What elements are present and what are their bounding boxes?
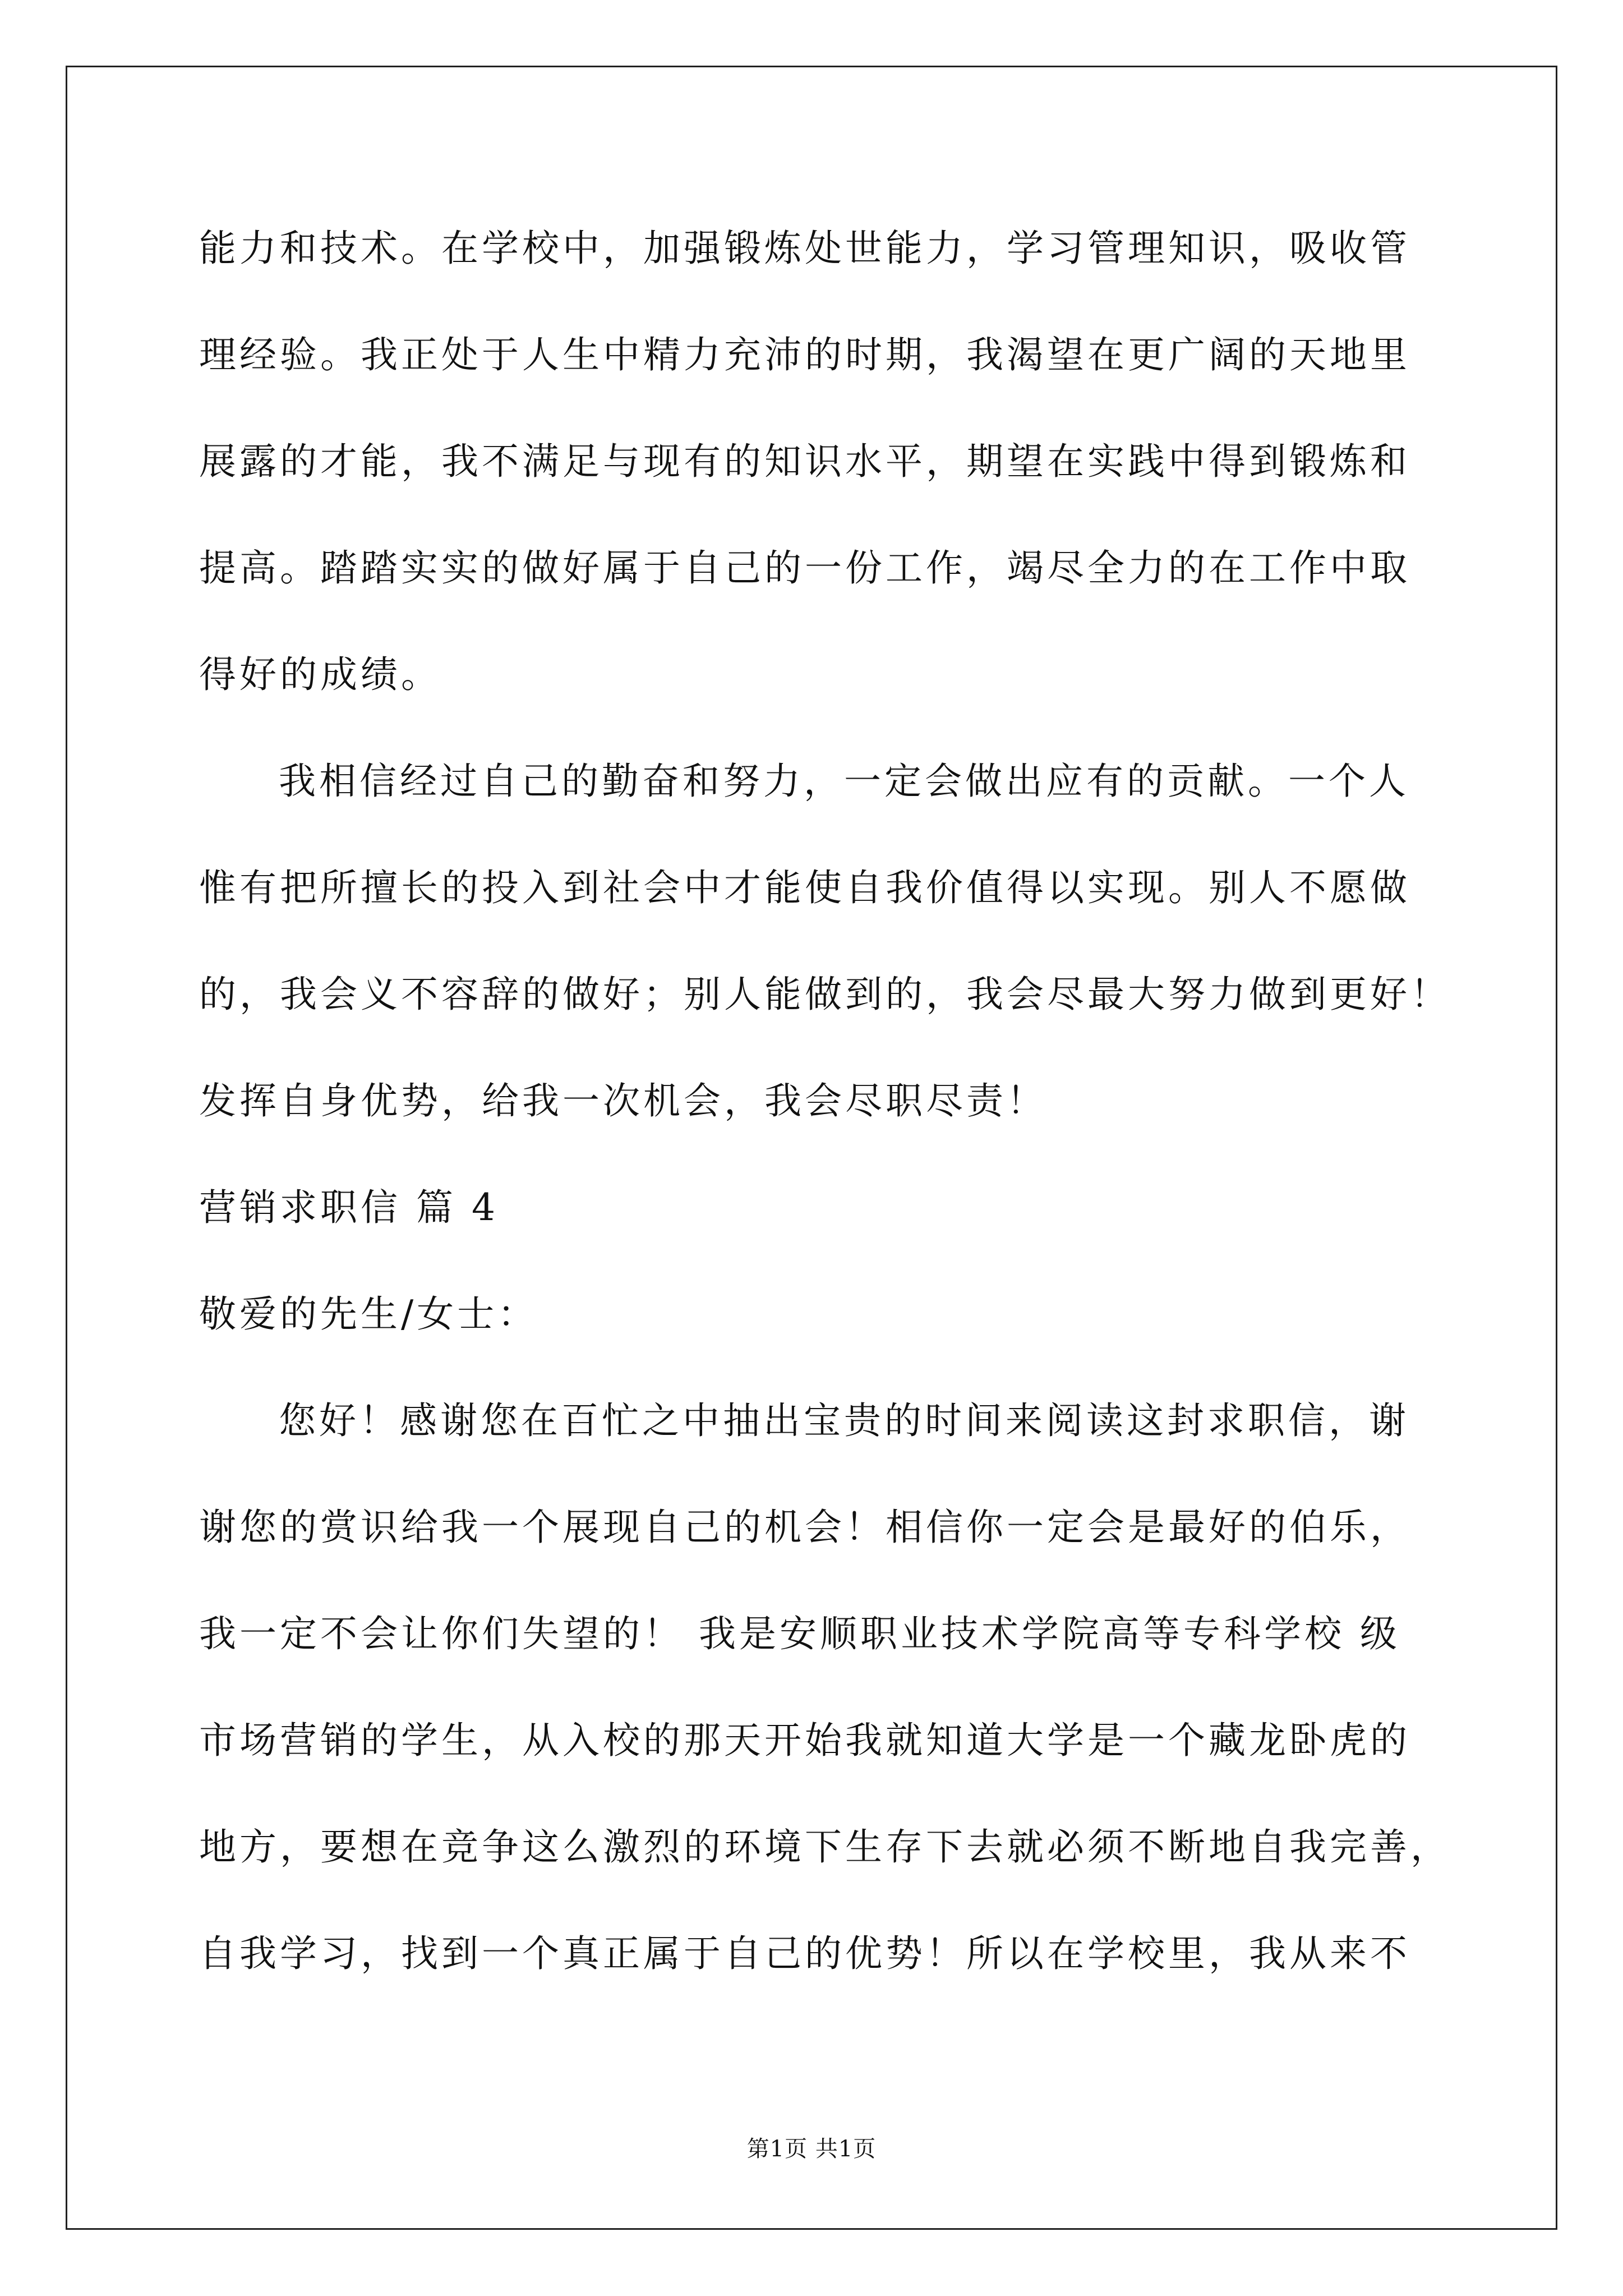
text-line: 展露的才能，我不满足与现有的知识水平，期望在实践中得到锻炼和	[199, 440, 1410, 483]
section-heading: 营销求职信 篇 4	[199, 1186, 499, 1229]
salutation: 敬爱的先生/女士：	[199, 1292, 538, 1336]
text-line: 我一定不会让你们失望的！ 我是安顺职业技术学院高等专科学校 级	[199, 1612, 1400, 1655]
text-line: 谢您的赏识给我一个展现自己的机会！相信你一定会是最好的伯乐，	[199, 1506, 1410, 1549]
text-line: 得好的成绩。	[199, 653, 441, 696]
paragraph-start-line: 我相信经过自己的勤奋和努力，一定会做出应有的贡献。一个人	[279, 760, 1409, 803]
text-line: 发挥自身优势，给我一次机会，我会尽职尽责！	[199, 1079, 1047, 1122]
text-line: 的，我会义不容辞的做好；别人能做到的，我会尽最大努力做到更好！	[199, 973, 1451, 1016]
paragraph-start-line: 您好！感谢您在百忙之中抽出宝贵的时间来阅读这封求职信，谢	[279, 1399, 1409, 1442]
text-line: 市场营销的学生，从入校的那天开始我就知道大学是一个藏龙卧虎的	[199, 1719, 1410, 1762]
text-line: 提高。踏踏实实的做好属于自己的一份工作，竭尽全力的在工作中取	[199, 546, 1410, 590]
page-border	[66, 66, 1557, 2230]
text-line: 理经验。我正处于人生中精力充沛的时期，我渴望在更广阔的天地里	[199, 333, 1410, 376]
text-line: 地方，要想在竞争这么激烈的环境下生存下去就必须不断地自我完善，	[199, 1825, 1451, 1869]
page-footer: 第1页 共1页	[746, 2136, 877, 2162]
text-line: 自我学习，找到一个真正属于自己的优势！所以在学校里，我从来不	[199, 1932, 1410, 1975]
text-line: 惟有把所擅长的投入到社会中才能使自我价值得以实现。别人不愿做	[199, 866, 1410, 909]
text-line: 能力和技术。在学校中，加强锻炼处世能力，学习管理知识，吸收管	[199, 227, 1410, 270]
